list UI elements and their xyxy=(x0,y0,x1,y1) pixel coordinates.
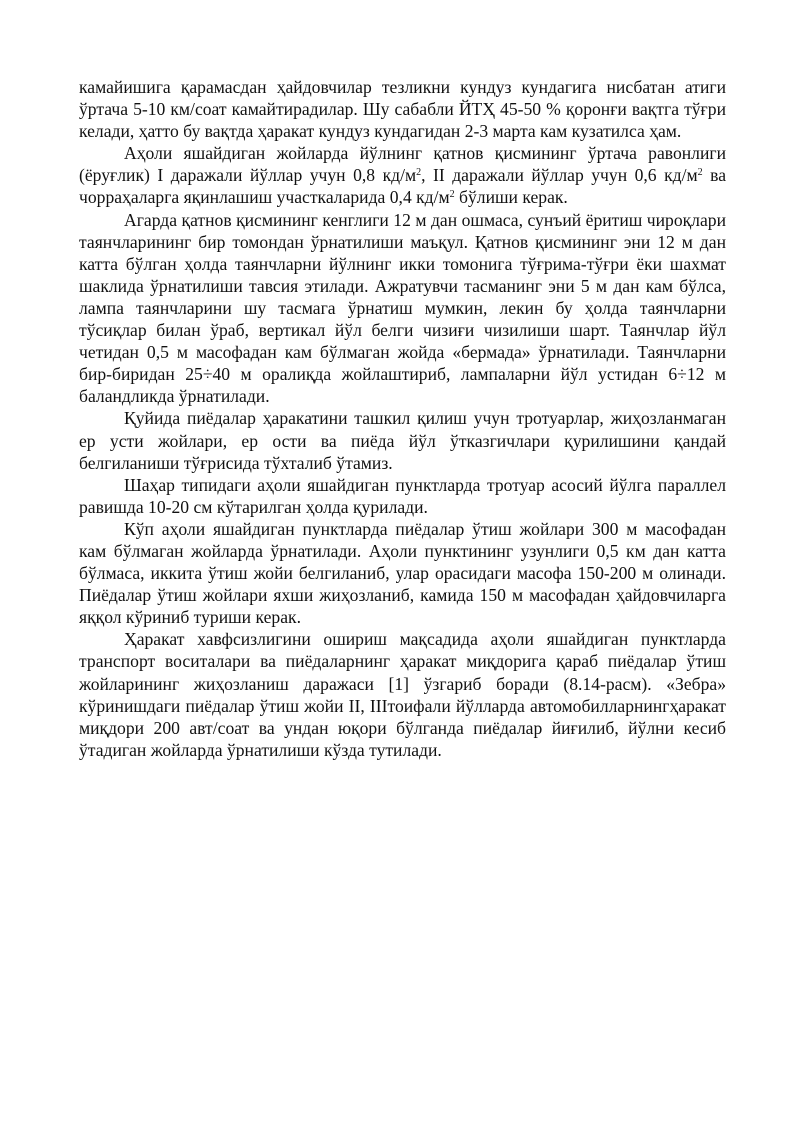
paragraph-4-text: Қуйида пиёдалар ҳаракатини ташкил қилиш учун тротуарлар, жиҳозланмаган ер усти жойлари, ер ости ва пиёда йўл ўтказгичлари қурилишини қандай белгиланиши тўғрисида тўхталиб ўтамиз. xyxy=(79,408,726,473)
superscript-2: 2 xyxy=(416,167,422,179)
paragraph-7 xyxy=(79,628,726,761)
paragraph-3 xyxy=(79,209,726,408)
superscript-2: 2 xyxy=(697,167,703,179)
paragraph-4 xyxy=(79,407,726,473)
paragraph-2-text-c: ва чорраҳаларга яқинлашиш участкаларида 0,4 кд/м xyxy=(79,165,727,208)
paragraph-7-text: Ҳаракат хавфсизлигини ошириш мақсадида аҳоли яшайдиган пунктларда транспорт воситалари ва пиёдаларнинг ҳаракат миқдорига қараб пиёдалар ўтиш жойларининг жиҳозланиш даражаси [1] ўзгариб боради (8.14-расм). «Зебра» кўринишдаги пиёдалар ўтиш жойи II, IIIтоифали йўлларда автомобилларнингҳаракат миқдори 200 авт/соат ва ундан юқори бўлганда пиёдалар йиғилиб, йўлни кесиб ўтадиган жойларда ўрнатилиши кўзда тутилади. xyxy=(79,629,726,760)
paragraph-6 xyxy=(79,518,726,628)
paragraph-3-text: Агарда қатнов қисмининг кенглиги 12 м дан ошмаса, сунъий ёритиш чироқлари таянчларининг бир томондан ўрнатилиши маъқул. Қатнов қисмининг эни 12 м дан катта бўлган ҳолда таянчларни йўлнинг икки томонига тўғрима-тўғри ёки шахмат шаклида ўрнатилиши тавсия этилади. Ажратувчи тасманинг эни 5 м дан кам бўлса, лампа таянчларини шу тасмага ўрнатиш мумкин, лекин бу ҳолда таянчларни тўсиқлар билан ўраб, вертикал йўл белги чизиғи чизилиши шарт. Таянчлар йўл четидан 0,5 м масофадан кам бўлмаган жойда «бермада» ўрнатилади. Таянчларни бир-биридан 25÷40 м оралиқда жойлаштириб, лампаларни йўл устидан 6÷12 м баландликда ўрнатилади. xyxy=(79,209,726,407)
superscript-2: 2 xyxy=(449,189,455,201)
paragraph-2-text-a: Аҳоли яшайдиган жойларда йўлнинг қатнов қисмининг ўртача равонлиги (ёруғлик) I даражали йўллар учун 0,8 кд/м xyxy=(79,143,726,186)
document-page xyxy=(79,76,726,761)
paragraph-1 xyxy=(79,76,726,142)
paragraph-2-text-d: бўлиши керак. xyxy=(454,187,568,208)
paragraph-6-text: Кўп аҳоли яшайдиган пунктларда пиёдалар ўтиш жойлари 300 м масофадан кам бўлмаган жойларда ўрнатилади. Аҳоли пунктининг узунлиги 0,5 км дан катта бўлмаса, иккита ўтиш жойи белгиланиб, улар орасидаги масофа 150-200 м олинади. Пиёдалар ўтиш жойлари яхши жиҳозланиб, камида 150 м масофадан ҳайдовчиларга яққол кўриниб туриши керак. xyxy=(79,518,726,628)
paragraph-5 xyxy=(79,474,726,518)
paragraph-2-text-b: , II даражали йўллар учун 0,6 кд/м xyxy=(421,165,698,186)
paragraph-5-text: Шаҳар типидаги аҳоли яшайдиган пунктларда тротуар асосий йўлга параллел равишда 10-20 см кўтарилган ҳолда қурилади. xyxy=(79,474,726,517)
paragraph-2 xyxy=(79,142,726,208)
paragraph-1-text: камайишига қарамасдан ҳайдовчилар тезликни кундуз кундагига нисбатан атиги ўртача 5-10 км/соат камайтирадилар. Шу сабабли ЙТҲ 45-50 % қоронғи вақтга тўғри келади, ҳатто бу вақтда ҳаракат кундуз кундагидан 2-3 марта кам кузатилса ҳам. xyxy=(79,77,726,142)
